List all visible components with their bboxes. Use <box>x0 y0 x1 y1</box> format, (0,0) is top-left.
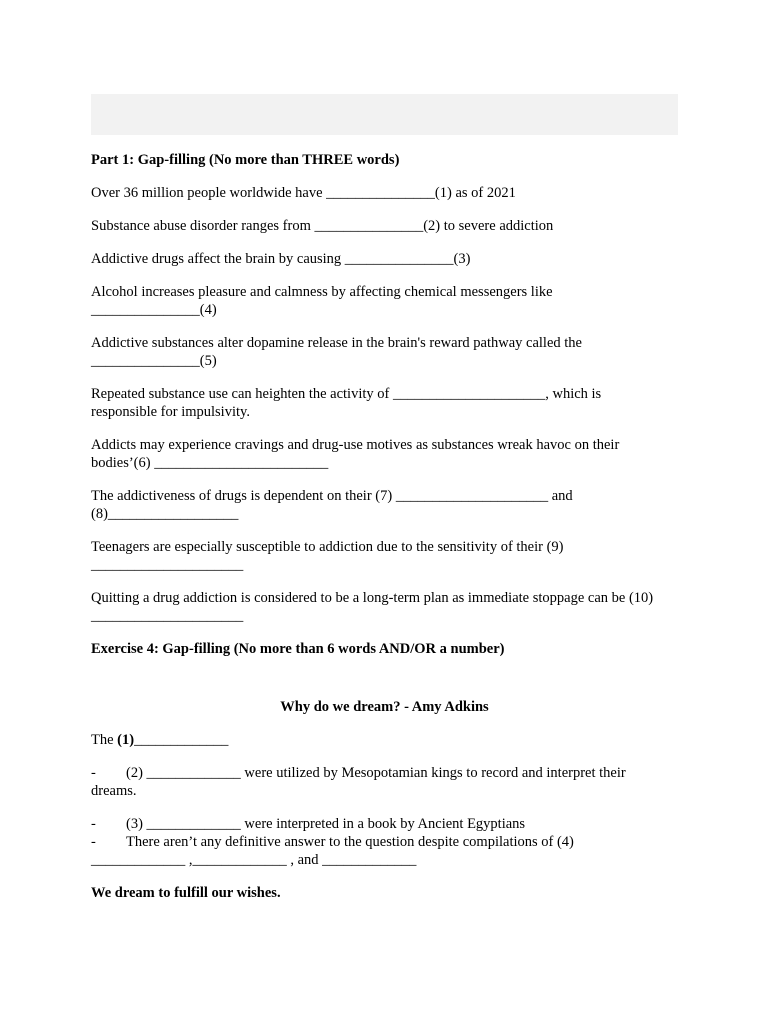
question-line: responsible for impulsivity. <box>91 404 250 420</box>
bullet-text: dreams. <box>91 783 137 799</box>
bullet-text: (3) _____________ were interpreted in a book by Ancient Egyptians <box>126 816 526 832</box>
worksheet-content <box>91 151 691 917</box>
question-item <box>91 283 691 319</box>
question-line: _______________(4) <box>91 302 217 318</box>
bullet-dash: - <box>91 816 96 832</box>
bullet-text: There aren’t any definitive answer to the question despite compilations of (4) <box>126 834 574 850</box>
question-line: Substance abuse disorder ranges from _______________(2) to severe addiction <box>91 218 554 234</box>
part1-heading: Part 1: Gap-filling (No more than THREE words) <box>91 152 400 168</box>
question-line: Alcohol increases pleasure and calmness by affecting chemical messengers like <box>91 284 553 300</box>
bullet-item <box>91 815 691 833</box>
bullet-dash: - <box>91 765 96 781</box>
passage-line-1 <box>91 731 691 749</box>
question-line: _____________________ <box>91 608 244 624</box>
bullet-text: _____________ ,_____________ , and _____________ <box>91 852 417 868</box>
question-line: Repeated substance use can heighten the activity of _____________________, which is <box>91 386 602 402</box>
closing-statement: We dream to fulfill our wishes. <box>91 885 281 901</box>
question-line: Over 36 million people worldwide have _______________(1) as of 2021 <box>91 185 516 201</box>
question-line: (8)__________________ <box>91 506 239 522</box>
question-item <box>91 385 691 421</box>
question-line: Addictive drugs affect the brain by causing _______________(3) <box>91 251 471 267</box>
question-line: Addictive substances alter dopamine release in the brain's reward pathway called the <box>91 335 582 351</box>
question-line: Quitting a drug addiction is considered to be a long-term plan as immediate stoppage can be (10) <box>91 590 654 606</box>
question-item <box>91 184 691 202</box>
question-item <box>91 589 691 625</box>
question-line: The addictiveness of drugs is dependent on their (7) _____________________ and <box>91 488 573 504</box>
passage-title: Why do we dream? - Amy Adkins <box>280 699 489 715</box>
question-line: _____________________ <box>91 557 244 573</box>
question-item <box>91 436 691 472</box>
bullet-item <box>91 764 691 800</box>
gap-number: (1) <box>117 732 135 748</box>
question-item <box>91 250 691 268</box>
blank-line: _____________ <box>134 732 229 748</box>
question-item <box>91 538 691 574</box>
question-line: _______________(5) <box>91 353 217 369</box>
bullet-row <box>91 833 691 851</box>
question-item <box>91 334 691 370</box>
bullet-dash: - <box>91 834 96 850</box>
header-banner <box>91 94 678 135</box>
exercise4-heading: Exercise 4: Gap-filling (No more than 6 words AND/OR a number) <box>91 641 505 657</box>
question-item <box>91 217 691 235</box>
bullet-item <box>91 833 691 869</box>
question-line: bodies’(6) ________________________ <box>91 455 329 471</box>
bullet-row <box>91 764 691 782</box>
question-line: Addicts may experience cravings and drug-use motives as substances wreak havoc on their <box>91 437 620 453</box>
line-prefix: The <box>91 732 118 748</box>
bullet-text: (2) _____________ were utilized by Mesopotamian kings to record and interpret their <box>126 765 626 781</box>
bullet-row <box>91 815 691 833</box>
question-item <box>91 487 691 523</box>
question-line: Teenagers are especially susceptible to addiction due to the sensitivity of their (9) <box>91 539 564 555</box>
